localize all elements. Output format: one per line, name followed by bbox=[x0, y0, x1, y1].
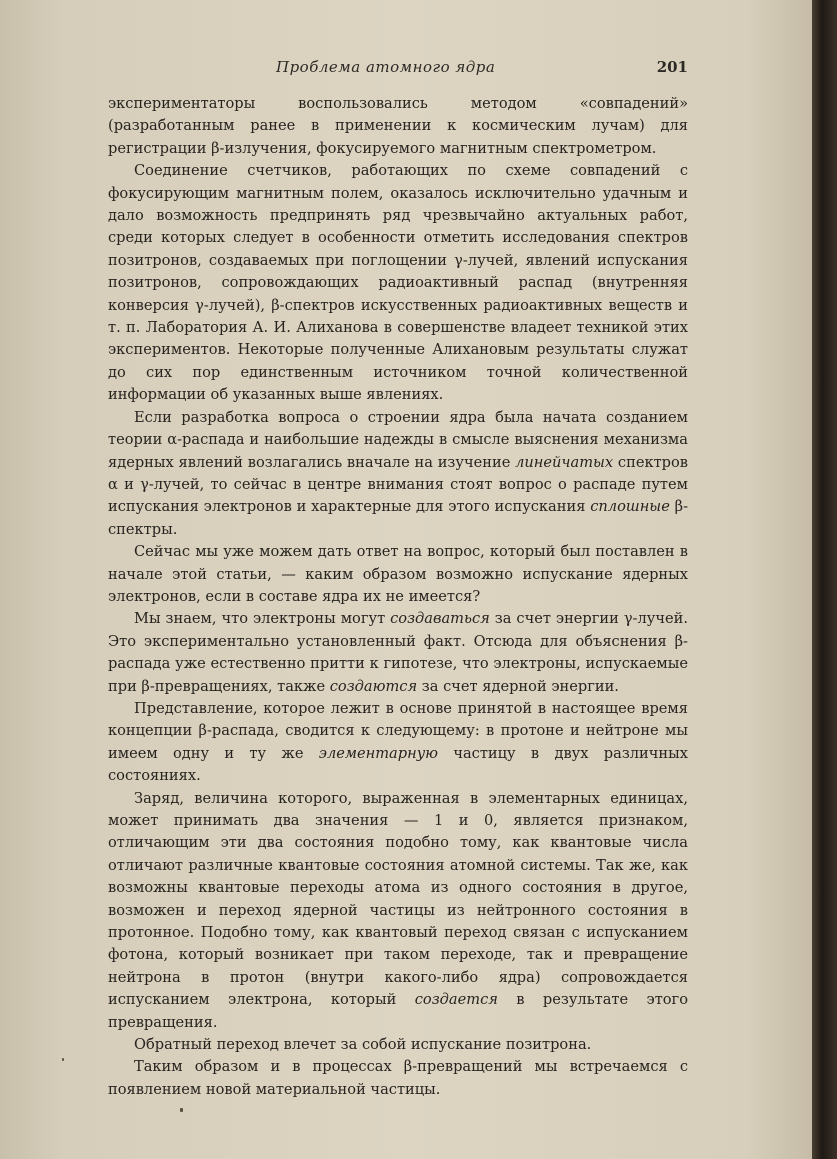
running-title: Проблема атомного ядра bbox=[276, 58, 496, 76]
text-run: Если разработка вопроса о строении ядра была начата созданием теории α-распада и наибольшие надежды в смысле выяснения механизма ядерных явлений возлагались вначале на изучение bbox=[108, 408, 688, 471]
emphasized-text: создаваться bbox=[390, 610, 490, 628]
text-run: Таким образом и в процессах β-превращений мы встречаемся с появлением новой материальной частицы. bbox=[108, 1058, 688, 1098]
paragraph bbox=[108, 93, 688, 160]
text-run: Мы знаем, что электроны могут bbox=[134, 610, 391, 628]
paragraph bbox=[108, 698, 688, 788]
page-number: 201 bbox=[656, 58, 688, 76]
emphasized-text: создается bbox=[414, 991, 498, 1009]
book-spine bbox=[812, 0, 837, 1159]
paragraph bbox=[108, 1056, 688, 1101]
emphasized-text: сплошные bbox=[590, 498, 670, 516]
text-run: частицу в двух различных состояниях. bbox=[108, 744, 688, 785]
text-run: за счет ядерной энергии. bbox=[417, 677, 619, 695]
emphasized-text: элементарную bbox=[318, 744, 439, 762]
text-run: Соединение счетчиков, работающих по схеме совпадений с фокусирующим магнитным полем, оказалось исключительно удачным и дало возможность предпринять ряд чрезвычайно актуальных работ, среди которых следует в особенности отметить исследования спектров позитронов, создаваемых при поглощении γ-лучей, явлений испускания позитронов, сопровождающих радиоактивный распад (внутренняя конверсия γ-лучей), β-спектров искусственных радиоактивных веществ и т. п. Лаборатория А. И. Алиханова в совершенстве владеет техникой этих экспериментов. Некоторые полученные Алихановым результаты служат до сих пор единственным источником точной количественной информации об указанных выше явлениях. bbox=[108, 162, 688, 404]
emphasized-text: линейчатых bbox=[515, 453, 614, 471]
page-header bbox=[108, 58, 688, 82]
paragraph bbox=[108, 541, 688, 608]
paragraph bbox=[108, 1034, 688, 1056]
paragraph bbox=[108, 160, 688, 406]
paragraph bbox=[108, 407, 688, 541]
paragraph bbox=[108, 788, 688, 1034]
text-run: β-спектры. bbox=[108, 498, 689, 538]
paper-speck bbox=[180, 1108, 183, 1112]
paragraph bbox=[108, 608, 688, 698]
text-run: Обратный переход влечет за собой испускание позитрона. bbox=[134, 1036, 592, 1054]
text-run: экспериментаторы воспользовались методом «совпадений» (разработанным ранее в применении к космическим лучам) для регистрации β-излучения, фокусируемого магнитным спектрометром. bbox=[108, 95, 688, 157]
emphasized-text: создаются bbox=[329, 677, 418, 695]
text-run: Представление, которое лежит в основе принятой в настоящее время концепции β-распада, сводится к следующему: в протоне и нейтроне мы имеем одну и ту же bbox=[108, 699, 688, 762]
text-run: Заряд, величина которого, выраженная в элементарных единицах, может принимать два значения — 1 и 0, является признаком, отличающим эти два состояния подобно тому, как квантовые числа отличают различные квантовые состояния атомной системы. Так же, как возможны квантовые переходы атома из одного состояния в другое, возможен и переход ядерной частицы из нейтронного состояния в протонное. Подобно тому, как квантовый переход связан с испусканием фотона, который возникает при таком переходе, так и превращение нейтрона в протон (внутри какого-либо ядра) сопровождается испусканием электрона, который bbox=[108, 789, 688, 1009]
text-run: спектров α и γ-лучей, то сейчас в центре внимания стоят вопрос о распаде путем испускания электронов и характерные для этого испускания bbox=[108, 453, 688, 516]
paper-speck bbox=[62, 1058, 64, 1061]
text-run: Сейчас мы уже можем дать ответ на вопрос, который был поставлен в начале этой статьи, — каким образом возможно испускание ядерных электронов, если в составе ядра их не имеется? bbox=[108, 543, 688, 605]
body-text bbox=[108, 93, 688, 1101]
text-run: за счет энергии γ-лучей. Это экспериментально установленный факт. Отсюда для объяснения β-распада уже естественно притти к гипотезе, что электроны, испускаемые при β-превращениях, также bbox=[108, 610, 688, 695]
text-run: в результате этого превращения. bbox=[108, 991, 688, 1031]
